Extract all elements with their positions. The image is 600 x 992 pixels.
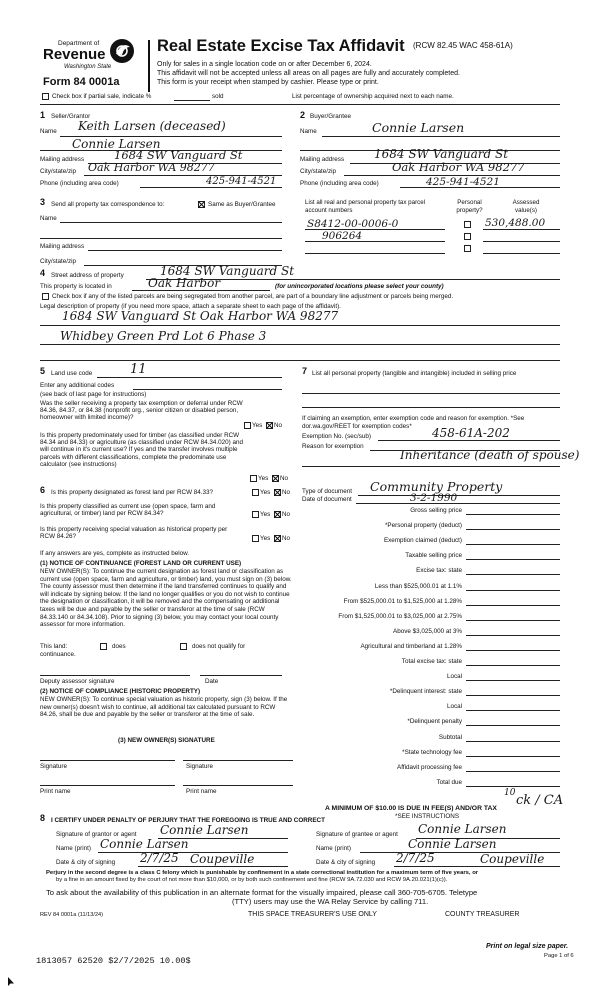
- notice2-title: (2) NOTICE OF COMPLIANCE (HISTORIC PROPERTY): [40, 688, 201, 695]
- header-note-2: This affidavit will not be accepted unless all areas on all pages are fully and accurately completed.: [157, 70, 460, 77]
- doc-date[interactable]: 3-2-1990: [410, 492, 458, 504]
- calc-row-value-line[interactable]: [466, 635, 560, 636]
- see-back-note: (see back of last page for instructions): [40, 391, 147, 398]
- calc-row-value-line[interactable]: [466, 680, 560, 681]
- sec6-q2-yes-label: Yes: [260, 511, 271, 518]
- sec6-number: 6: [40, 485, 46, 495]
- calc-row-value-line[interactable]: [466, 756, 560, 757]
- seller-phone-label: Phone (including area code): [40, 180, 119, 187]
- rev-number: REV 84 0001a (11/13/24): [40, 912, 104, 918]
- reason-label: Reason for exemption: [302, 443, 364, 450]
- calc-row-value-line[interactable]: [466, 695, 560, 696]
- calc-row-label: Gross selling price: [410, 507, 462, 514]
- legal-description-2[interactable]: Whidbey Green Prd Lot 6 Phase 3: [60, 329, 267, 343]
- calc-row-value-line[interactable]: [466, 741, 560, 742]
- land-use-line: [97, 377, 282, 378]
- perjury-2: by a fine in an amount fixed by the court of not more than $10,000, or by both such confinement and fine (RCW 9A.72.030 and RCW 9A.20.021(1)(c)).: [56, 877, 448, 883]
- buyer-city[interactable]: Oak Harbor WA 98277: [392, 160, 525, 174]
- header-note-3: This form is your receipt when stamped by cashier. Please type or print.: [157, 79, 379, 86]
- sec6-q3-yes-label: Yes: [260, 535, 271, 542]
- print-name-label-1: Print name: [40, 788, 71, 795]
- sig-grantee[interactable]: Connie Larsen: [418, 822, 507, 836]
- seller-city-label: City/state/zip: [40, 168, 77, 175]
- sec6-q1-yes-label: Yes: [260, 489, 271, 496]
- sec6-q1-no[interactable]: [274, 489, 281, 496]
- sec5-q2: Is this property predominately used for timber (as classified under RCW 84.34 and 84.33) or agriculture (as classified under RCW 84.34.020) and will continue in it's current use? If yes and the transfer involves multiple parcels with different classifications, complete the predominate use calculator (see instructions): [40, 432, 244, 468]
- minimum-note: A MINIMUM OF $10.00 IS DUE IN FEE(S) AND/OR TAX: [325, 805, 497, 812]
- calc-row-value-line[interactable]: [466, 559, 560, 560]
- located-line: [132, 290, 270, 291]
- exemption-reason[interactable]: Inheritance (death of spouse): [400, 448, 580, 462]
- calc-row-label: Total excise tax: state: [401, 658, 462, 665]
- calc-row-label: *Personal property (deduct): [384, 522, 462, 530]
- seller-name-2[interactable]: Connie Larsen: [72, 137, 161, 151]
- property-location[interactable]: Oak Harbor: [148, 276, 221, 290]
- legal-line-2: [40, 344, 560, 345]
- calc-row-label: From $525,000.01 to $1,525,000 at 1.28%: [343, 597, 462, 605]
- sec3-mailing-label: Mailing address: [40, 243, 85, 250]
- property-street[interactable]: 1684 SW Vanguard St: [160, 264, 295, 278]
- calc-row-value-line[interactable]: [466, 529, 560, 530]
- parcel-1[interactable]: S8412-00-0006-0: [307, 218, 399, 230]
- same-as-buyer-label: Same as Buyer/Grantee: [208, 201, 276, 208]
- calc-row-label: Total due: [436, 778, 462, 786]
- header-divider: [148, 40, 150, 92]
- segregated-label: Check box if any of the listed parcels are being segregated from another parcel, are part of a boundary line adjustment or parcels being merged.: [52, 293, 454, 300]
- owner-print-line-1: [40, 785, 175, 786]
- calc-row-label: Agricultural and timberland at 1.28%: [360, 642, 462, 650]
- same-as-buyer-checkbox[interactable]: [198, 201, 205, 208]
- segregated-checkbox[interactable]: [42, 293, 49, 300]
- sec6-q1-no-label: No: [282, 489, 291, 496]
- name-grantor[interactable]: Connie Larsen: [100, 837, 189, 851]
- legal-description-1[interactable]: 1684 SW Vanguard St Oak Harbor WA 98277: [62, 309, 339, 323]
- sec3-number: 3: [40, 197, 46, 207]
- does-label: does: [112, 643, 126, 650]
- col-parcels-header: List all real and personal property tax parcel account numbers: [305, 199, 426, 214]
- name-grantee-label: Name (print): [316, 845, 351, 852]
- sec1-number: 1: [40, 110, 46, 120]
- sec2-number: 2: [300, 110, 306, 120]
- buyer-mailing[interactable]: 1684 SW Vanguard St: [374, 147, 509, 161]
- sec3-name-line-2: [40, 238, 282, 239]
- sec6-q2-no-label: No: [282, 511, 291, 518]
- buyer-phone[interactable]: 425-941-4521: [426, 176, 500, 188]
- parcel-2[interactable]: 906264: [322, 230, 363, 242]
- calc-row-label: From $1,525,000.01 to $3,025,000 at 2.75%: [338, 612, 462, 620]
- buyer-city-label: City/state/zip: [300, 168, 337, 175]
- date-grantee[interactable]: 2/7/25: [396, 851, 435, 865]
- buyer-mailing-label: Mailing address: [300, 156, 345, 163]
- calc-row-label: Affidavit processing fee: [397, 763, 462, 771]
- date-city-grantee-label: Date & city of signing: [316, 859, 376, 866]
- calc-row-label: Excise tax: state: [416, 567, 462, 575]
- personal-line-1: [302, 393, 560, 394]
- seller-name-label: Name: [40, 128, 57, 135]
- calc-row-value-line[interactable]: [466, 514, 560, 515]
- parcel-line-3: [305, 253, 445, 254]
- sec5-q2-yes[interactable]: [250, 475, 257, 482]
- street-label: Street address of property: [51, 272, 124, 279]
- sec5-q1-no-label: No: [274, 422, 283, 429]
- state-label: Washington State: [64, 64, 112, 70]
- doc-type-label: Type of document: [302, 488, 353, 495]
- parcel-line-2: [305, 241, 445, 242]
- deputy-date-line: [200, 675, 282, 676]
- sec6-q2: Is this property classified as current use (open space, farm and agricultural, or timber) land per RCW 84.34?: [40, 503, 216, 518]
- assessed-line-2: [483, 241, 560, 242]
- city-grantee[interactable]: Coupeville: [480, 852, 545, 866]
- form-title: Real Estate Excise Tax Affidavit: [157, 37, 405, 55]
- sec6-q2-no[interactable]: [274, 511, 281, 518]
- owner-sig-line-1: [40, 760, 175, 761]
- owner-sig-line-2: [183, 760, 293, 761]
- calc-row-label: Exemption claimed (deduct): [383, 537, 462, 545]
- date-city-grantor-line: [138, 866, 288, 867]
- calc-row-label: Taxable selling price: [405, 552, 462, 560]
- calc-row-value-line[interactable]: [466, 590, 560, 591]
- sec8-number: 8: [40, 813, 46, 823]
- sig-grantee-label: Signature of grantee or agent: [316, 831, 398, 838]
- sig-grantor-label: Signature of grantor or agent: [56, 831, 137, 838]
- calc-row-value-line[interactable]: [466, 605, 560, 606]
- sec5-q1: Was the seller receiving a property tax exemption or deferral under RCW 84.36, 84.37, or 84.38 (nonprofit org., senior citizen or disabled person, homeowner with limited income)?: [40, 400, 243, 422]
- personal-line-2: [302, 407, 560, 408]
- sold-label: sold: [212, 93, 224, 100]
- calc-row-label: Above $3,025,000 at 3%: [393, 627, 462, 635]
- dor-logo-icon: [108, 37, 136, 65]
- calc-row-value-line[interactable]: [466, 786, 560, 787]
- calc-row-label: Local: [446, 703, 462, 711]
- sec5-q2-no-label: No: [280, 475, 289, 482]
- buyer-phone-label: Phone (including area code): [300, 180, 379, 187]
- header-rule: [40, 104, 560, 105]
- notice3-title: (3) NEW OWNER(S) SIGNATURE: [118, 737, 215, 744]
- alt-format-1: To ask about the availability of this publication in an alternate format for the visually impaired, please call 360-705-6705. Teletype: [46, 888, 478, 897]
- buyer-phone-line: [400, 187, 560, 188]
- sec4-number: 4: [40, 268, 46, 278]
- this-land-label: This land:: [40, 643, 68, 650]
- legal-paper-note: Print on legal size paper.: [486, 943, 569, 950]
- deputy-date-label: Date: [205, 678, 219, 685]
- seller-phone[interactable]: 425-941-4521: [206, 176, 277, 187]
- form-number: Form 84 0001a: [43, 76, 120, 88]
- calc-row-label: Subtotal: [438, 733, 462, 741]
- sec6-q1: Is this property designated as forest land per RCW 84.33?: [51, 489, 214, 496]
- city-grantor[interactable]: Coupeville: [190, 852, 255, 866]
- assessed-1[interactable]: 530,488.00: [485, 217, 546, 229]
- total-due-value[interactable]: ck / CA: [516, 793, 564, 808]
- deputy-sig-line: [40, 675, 190, 676]
- sec6-q1-yes[interactable]: [252, 489, 259, 496]
- partial-sale-label: Check box if partial sale, indicate %: [52, 93, 152, 100]
- exemption-no-label: Exemption No. (sec/sub): [302, 433, 371, 440]
- date-grantor[interactable]: 2/7/25: [140, 851, 179, 865]
- name-grantor-label: Name (print): [56, 845, 91, 852]
- doc-type[interactable]: Community Property: [370, 479, 503, 494]
- buyer-name-label: Name: [300, 128, 317, 135]
- calc-row-value-line[interactable]: [466, 710, 560, 711]
- sec7-number: 7: [302, 366, 308, 376]
- sec3-label: Send all property tax correspondence to:: [51, 201, 165, 208]
- legal-label: Legal description of property (if you need more space, attach a separate sheet to each page of the affidavit).: [40, 303, 341, 310]
- sec6-q3-no-label: No: [282, 535, 291, 542]
- reason-line-2: [302, 466, 560, 467]
- seller-heading: Seller/Grantor: [51, 113, 91, 120]
- personal-checkbox-2[interactable]: [464, 233, 471, 240]
- land-use-label: Land use code: [51, 370, 93, 377]
- assessed-line-1: [483, 229, 560, 230]
- any-yes-note: If any answers are yes, complete as instructed below.: [40, 550, 190, 557]
- certify-label: I CERTIFY UNDER PENALTY OF PERJURY THAT THE FOREGOING IS TRUE AND CORRECT: [51, 817, 325, 824]
- exemption-no-line: [378, 440, 560, 441]
- date-city-grantee-line: [394, 866, 560, 867]
- calc-row-value-line[interactable]: [466, 544, 560, 545]
- calc-row-label: *State technology fee: [402, 748, 462, 756]
- receipt-stamp: 1813057 62520 $2/7/2025 10.00$: [36, 956, 191, 966]
- sec7-label: List all personal property (tangible and intangible) included in selling price: [312, 370, 517, 377]
- alt-format-2: (TTY) users may use the WA Relay Service by calling 711.: [232, 897, 429, 906]
- signature-label-2: Signature: [186, 763, 213, 770]
- sec5-q2-yes-label: Yes: [258, 475, 269, 482]
- located-label: This property is located in: [40, 283, 112, 290]
- seller-name-1[interactable]: Keith Larsen (deceased): [78, 119, 226, 133]
- sec6-q2-yes[interactable]: [252, 511, 259, 518]
- buyer-heading: Buyer/Grantee: [310, 113, 351, 120]
- reason-line-1: [370, 450, 560, 451]
- calc-row-value-line[interactable]: [466, 620, 560, 621]
- exemption-intro: If claiming an exemption, enter exemption code and reason for exemption. *See dor.wa.gov/REET for exemption codes*: [302, 415, 525, 430]
- sig-grantor[interactable]: Connie Larsen: [160, 823, 249, 837]
- exemption-no[interactable]: 458-61A-202: [432, 426, 510, 440]
- calc-row-label: *Delinquent interest: state: [389, 688, 462, 696]
- sec6-q3-no[interactable]: [274, 535, 281, 542]
- additional-codes-label: Enter any additional codes: [40, 382, 115, 389]
- sec5-q1-no[interactable]: [266, 422, 273, 429]
- name-grantee[interactable]: Connie Larsen: [408, 837, 497, 851]
- seller-phone-line: [140, 187, 282, 188]
- date-city-grantor-label: Date & city of signing: [56, 859, 116, 866]
- calc-row-value-line[interactable]: [466, 725, 560, 726]
- form-rcw: (RCW 82.45 WAC 458-61A): [413, 41, 513, 50]
- sec5-number: 5: [40, 366, 46, 376]
- county-treasurer: COUNTY TREASURER: [445, 911, 520, 918]
- cursor-icon: [8, 974, 15, 992]
- sec5-q1-yes-label: Yes: [252, 422, 263, 429]
- legal-line-3: [40, 360, 560, 361]
- located-note: (for unincorporated locations please select your county): [275, 283, 444, 290]
- perjury-1: Perjury in the second degree is a class C felony which is punishable by confinement in a state correctional institution for a maximum term of five years, or: [46, 870, 479, 876]
- treasurer-only: THIS SPACE TREASURER'S USE ONLY: [248, 911, 377, 918]
- revenue-logo-text: Revenue: [43, 46, 106, 63]
- does-qualify-checkbox[interactable]: [100, 643, 107, 650]
- doc-date-label: Date of document: [302, 496, 352, 503]
- land-use-code[interactable]: 11: [130, 362, 147, 377]
- sec3-city-label: City/state/zip: [40, 258, 77, 265]
- calc-row-label: Less than $525,000.01 at 1.1%: [374, 582, 462, 590]
- buyer-name-line-1: [322, 136, 560, 137]
- notice1-body: NEW OWNER(S): To continue the current designation as forest land or classification as current use (open space, farm and agriculture, or timber) land, you must sign on (3) below. The county assessor must then determine if the land transferred continues to qualify and will indicate by signing below. If the land no longer qualifies or you do not wish to continue the designation or classification, it will be removed and the compensating or additional taxes will be due and payable by the seller or transferor at the time of sale (RCW 84.33.140 or 84.34.108). Prior to signing (3) below, you may contact your local county assessor for more information.: [40, 568, 292, 629]
- buyer-name-1[interactable]: Connie Larsen: [372, 120, 465, 135]
- additional-codes-line: [133, 389, 282, 390]
- notice2-body: NEW OWNER(S): To continue special valuation as historic property, sign (3) below. If the new owner(s) doesn't wish to continue, all additional tax calculated pursuant to RCW 84.26, shall be due and payable by the seller or transferor at the time of sale.: [40, 696, 288, 719]
- seller-city[interactable]: Oak Harbor WA 98277: [88, 161, 215, 174]
- dept-label: Department of: [58, 40, 100, 47]
- continuance-label: continuance.: [40, 651, 76, 658]
- notice1-title: (1) NOTICE OF CONTINUANCE (FOREST LAND OR CURRENT USE): [40, 560, 242, 567]
- sec3-mailing-line: [88, 250, 282, 251]
- does-not-label: does not qualify for: [192, 643, 246, 650]
- list-pct-note: List percentage of ownership acquired next to each name.: [292, 93, 454, 100]
- sec5-q1-yes[interactable]: [244, 422, 251, 429]
- owner-print-line-2: [183, 785, 293, 786]
- legal-line-1: [40, 325, 560, 326]
- deputy-sig-label: Deputy assessor signature: [40, 678, 115, 685]
- partial-pct-line: [174, 100, 210, 101]
- page-number: Page 1 of 6: [544, 953, 574, 959]
- personal-checkbox-3[interactable]: [464, 245, 471, 252]
- processing-fee-value[interactable]: 10: [504, 788, 516, 798]
- calc-row-label: *Delinquent penalty: [407, 718, 462, 726]
- calc-row-value-line[interactable]: [466, 771, 560, 772]
- seller-mailing[interactable]: 1684 SW Vanguard St: [114, 148, 243, 162]
- signature-label-1: Signature: [40, 763, 67, 770]
- calc-row-value-line[interactable]: [466, 665, 560, 666]
- does-not-qualify-checkbox[interactable]: [180, 643, 187, 650]
- personal-checkbox-1[interactable]: [464, 221, 471, 228]
- doc-type-line: [358, 495, 560, 496]
- sec6-q3-yes[interactable]: [252, 535, 259, 542]
- sec6-q3: Is this property receiving special valuation as historical property per RCW 84.26?: [40, 526, 228, 541]
- assessed-line-3: [483, 253, 560, 254]
- see-instr-note: *SEE INSTRUCTIONS: [395, 813, 460, 820]
- col-assessed-header: Assessed value(s): [512, 199, 540, 214]
- sec3-name-line: [60, 222, 282, 223]
- header-note-1: Only for sales in a single location code on or after December 6, 2024.: [157, 61, 372, 68]
- calc-row-label: Local: [446, 673, 462, 681]
- partial-sale-checkbox[interactable]: [42, 93, 49, 100]
- col-personal-header: Personal property?: [456, 199, 483, 214]
- doc-date-line: [356, 503, 560, 504]
- print-name-label-2: Print name: [186, 788, 217, 795]
- sec3-name-label: Name: [40, 215, 57, 222]
- sec5-q2-no[interactable]: [272, 475, 279, 482]
- calc-row-value-line[interactable]: [466, 650, 560, 651]
- seller-mailing-label: Mailing address: [40, 156, 85, 163]
- calc-row-value-line[interactable]: [466, 574, 560, 575]
